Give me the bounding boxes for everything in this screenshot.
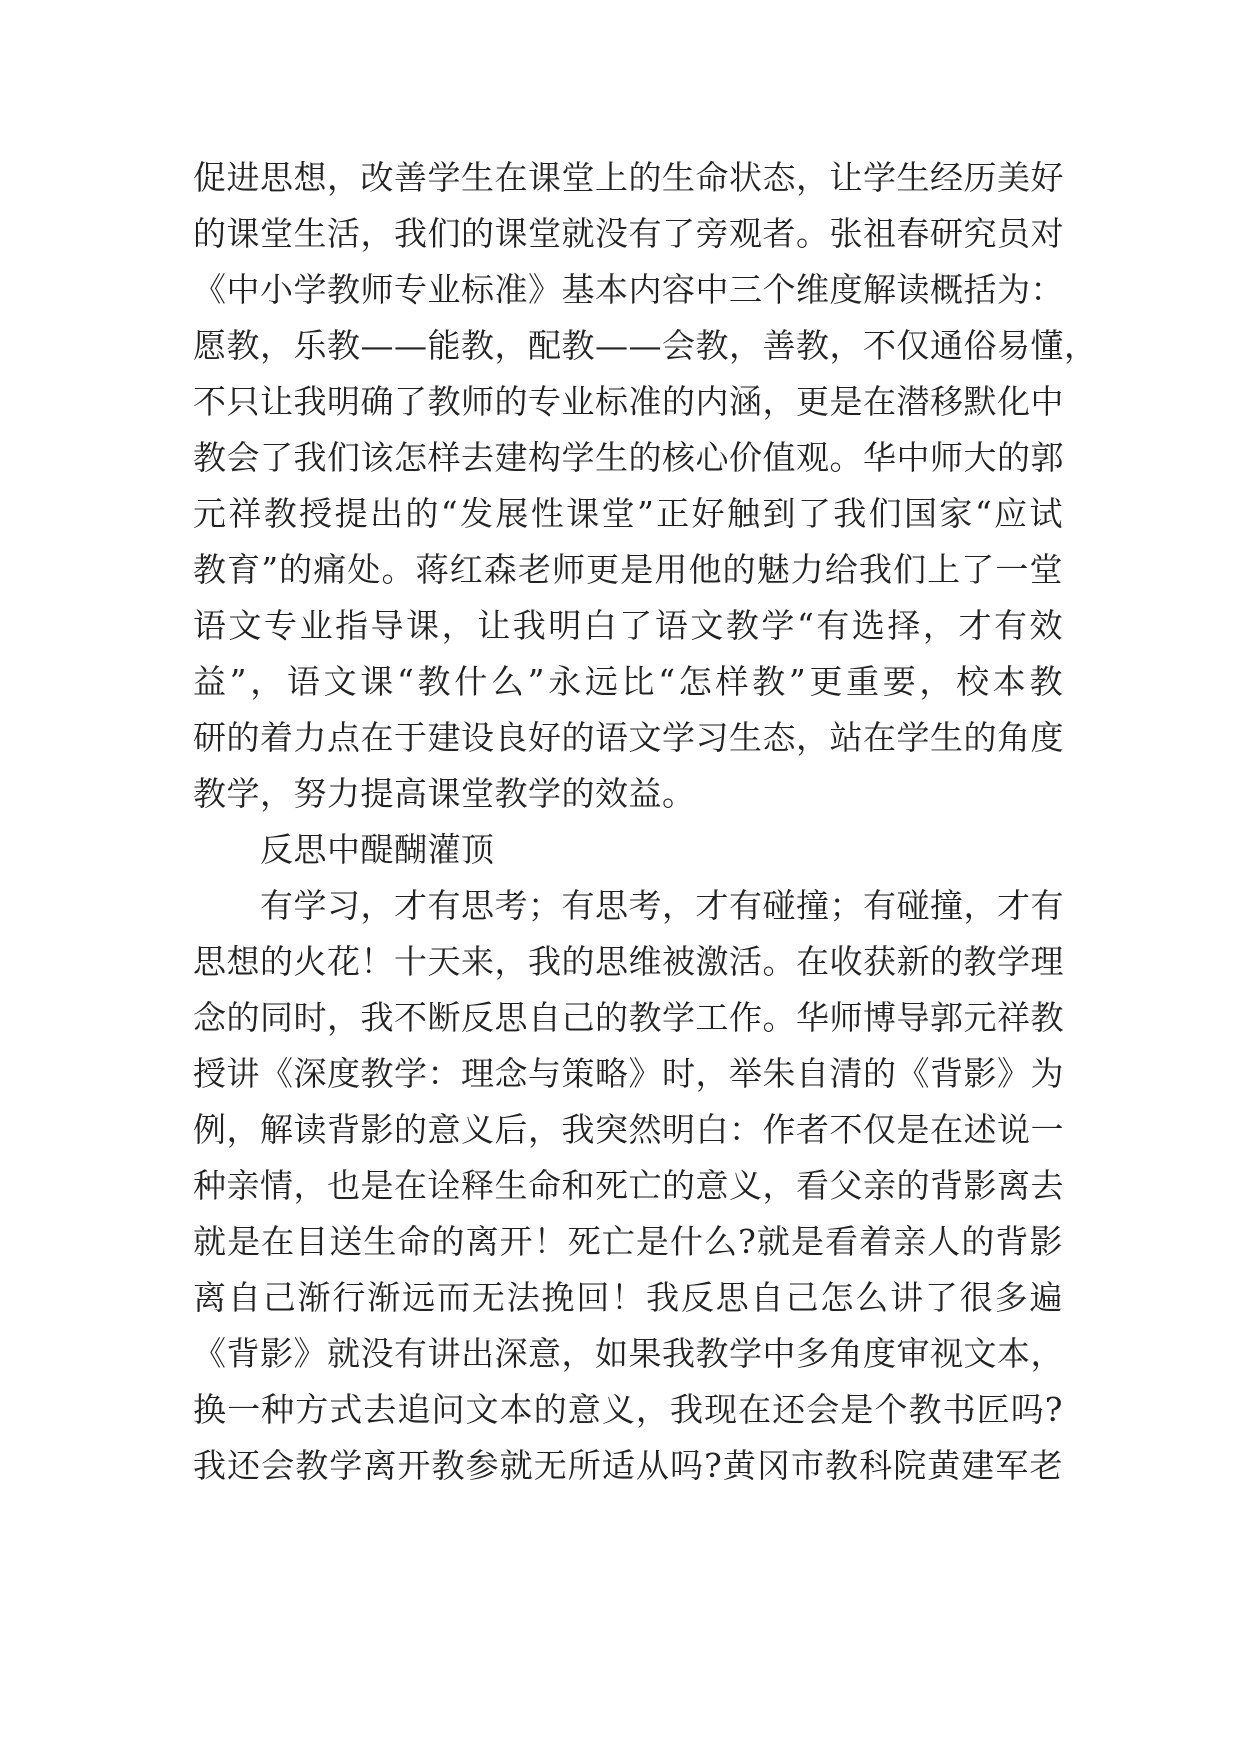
text-line: 授讲《深度教学：理念与策略》时，举朱自清的《背影》为 [193, 1054, 1064, 1093]
text-line: 种亲情，也是在诠释生命和死亡的意义，看父亲的背影离去 [193, 1166, 1064, 1205]
text-line: 教会了我们该怎样去建构学生的核心价值观。华中师大的郭 [193, 438, 1064, 477]
section-heading: 反思中醍醐灌顶 [193, 830, 495, 869]
text-line: 换一种方式去追问文本的意义，我现在还会是个教书匠吗? [193, 1390, 1063, 1429]
text-line: 思想的火花！十天来，我的思维被激活。在收获新的教学理 [193, 942, 1064, 981]
body-text [193, 150, 1098, 1494]
text-line: 愿教，乐教——能教，配教——会教，善教，不仅通俗易懂， [193, 326, 1098, 365]
text-line: 不只让我明确了教师的专业标准的内涵，更是在潜移默化中 [193, 382, 1064, 421]
paragraph-end-line: 教学，努力提高课堂教学的效益。 [193, 774, 696, 813]
text-line: 《中小学教师专业标准》基本内容中三个维度解读概括为： [193, 270, 1064, 309]
text-line: 《背影》就没有讲出深意，如果我教学中多角度审视文本， [193, 1334, 1064, 1373]
text-line: 例，解读背影的意义后，我突然明白：作者不仅是在述说一 [193, 1110, 1064, 1149]
text-line: 念的同时，我不断反思自己的教学工作。华师博导郭元祥教 [193, 998, 1064, 1037]
text-line: 促进思想，改善学生在课堂上的生命状态，让学生经历美好 [193, 158, 1064, 197]
text-line: 研的着力点在于建设良好的语文学习生态，站在学生的角度 [193, 718, 1064, 757]
paragraph-first-line: 有学习，才有思考；有思考，才有碰撞；有碰撞，才有 [193, 886, 1064, 925]
text-line: 就是在目送生命的离开！死亡是什么?就是看着亲人的背影 [193, 1222, 1063, 1261]
text-line: 元祥教授提出的“发展性课堂”正好触到了我们国家“应试 [193, 494, 1063, 533]
text-line: 语文专业指导课，让我明白了语文教学“有选择，才有效 [193, 606, 1063, 645]
text-line: 教育”的痛处。蒋红森老师更是用他的魅力给我们上了一堂 [193, 550, 1063, 589]
text-line: 我还会教学离开教参就无所适从吗?黄冈市教科院黄建军老 [193, 1446, 1063, 1485]
text-line: 离自己渐行渐远而无法挽回！我反思自己怎么讲了很多遍 [193, 1278, 1063, 1317]
text-line: 益”，语文课“教什么”永远比“怎样教”更重要，校本教 [193, 662, 1063, 701]
text-line: 的课堂生活，我们的课堂就没有了旁观者。张祖春研究员对 [193, 214, 1064, 253]
